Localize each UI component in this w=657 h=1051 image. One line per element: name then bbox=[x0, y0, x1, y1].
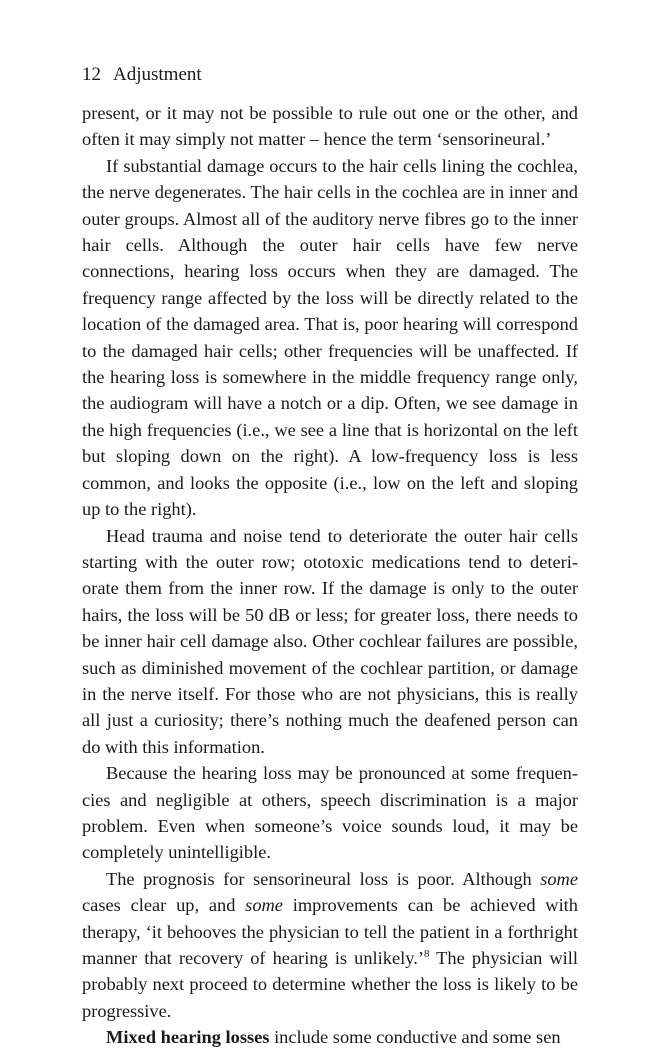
running-title: Adjustment bbox=[113, 64, 202, 85]
paragraph-5-part1: The prognosis for sensorineural loss is poor. Although bbox=[106, 868, 541, 889]
paragraph-1: present, or it may not be possible to rule out one or the other, and often it may simply not matter – hence the term ‘sensorineural.’ bbox=[82, 103, 578, 150]
paragraph-5-part4: The physician will probably next proceed to determine whether the loss is likely to be progressive. bbox=[82, 948, 578, 1021]
paragraph-6-rest: include some conductive and some sen bbox=[269, 1027, 561, 1048]
paragraph-3: Head trauma and noise tend to deteriorate the outer hair cells starting with the outer row; ototoxic medications tend to deteriorate them from the inner row. If the damage is only to the outer hairs, the loss will be 50 dB or less; for greater loss, there needs to be inner hair cell damage also. Other cochlear failures are possible, such as diminished movement of the cochlear partition, or damage in the nerve itself. For those who are not physicians, this is really all just a curiosity; there’s nothing much the deafened person can do with this information. bbox=[82, 525, 578, 757]
paragraph-5 bbox=[82, 866, 578, 1024]
body-text bbox=[82, 100, 578, 1051]
page-number: 12 bbox=[82, 64, 101, 85]
running-header bbox=[82, 63, 202, 87]
paragraph-6 bbox=[82, 1024, 578, 1050]
emphasis-some-1: some bbox=[540, 868, 578, 889]
emphasis-some-2: some bbox=[245, 895, 283, 916]
footnote-marker: 8 bbox=[423, 947, 430, 960]
bold-term-mixed-hearing-losses: Mixed hearing losses bbox=[106, 1027, 270, 1048]
paragraph-5-part2: cases clear up, and bbox=[82, 895, 246, 916]
paragraph-5-part3: improvements can be achieved with therapy, ‘it behooves the physician to tell the patient in a forthright manner that recovery of hearing is unlikely.’ bbox=[82, 895, 578, 968]
paragraph-2: If substantial damage occurs to the hair cells lining the cochlea, the nerve degenerates. The hair cells in the cochlea are in inner and outer groups. Almost all of the auditory nerve fibres go to the inner hair cells. Although the outer hair cells have few nerve connections, hearing loss occurs when they are damaged. The frequency range affected by the loss will be directly related to the location of the damaged area. That is, poor hearing will correspond to the damaged hair cells; other frequencies will be unaffected. If the hearing loss is somewhere in the middle frequency range only, the audiogram will have a notch or a dip. Often, we see damage in the high frequencies (i.e., we see a line that is horizontal on the left but sloping down on the right). A low-frequency loss is less common, and looks the opposite (i.e., low on the left and sloping up to the right). bbox=[82, 155, 578, 520]
paragraph-4: Because the hearing loss may be pronounced at some frequencies and negligible at others, speech discrimination is a major problem. Even when someone’s voice sounds loud, it may be completely unintelligible. bbox=[82, 763, 578, 863]
